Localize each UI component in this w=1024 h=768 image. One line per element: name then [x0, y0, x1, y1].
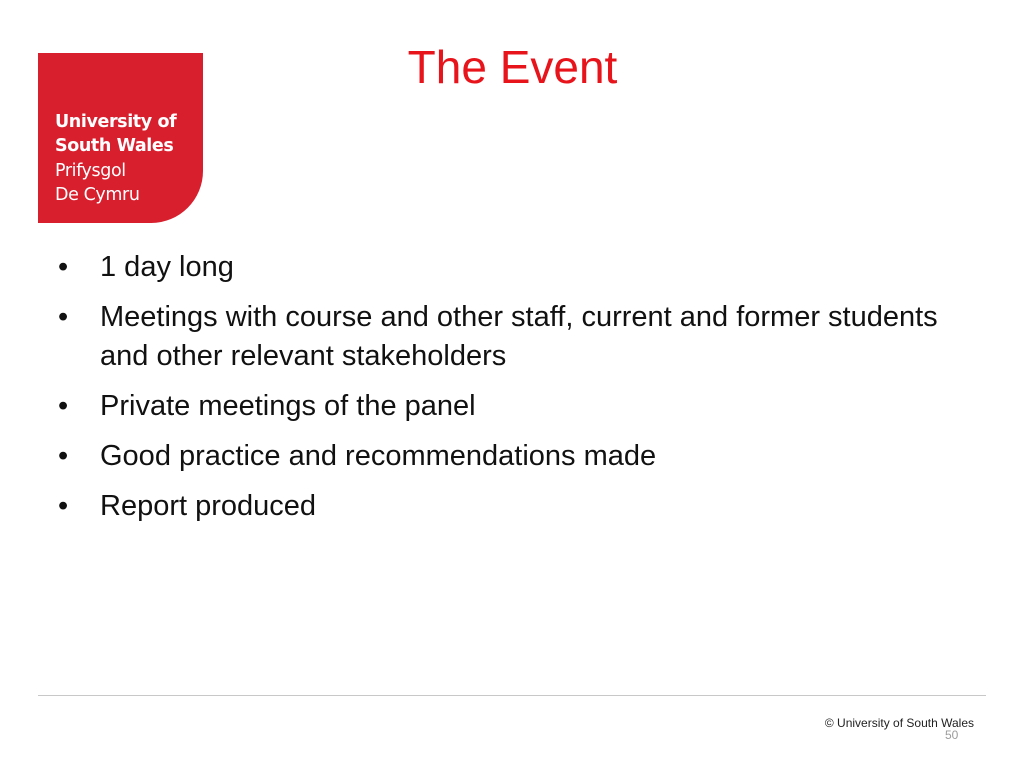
bullet-item: [58, 387, 978, 426]
copyright-notice: © University of South Wales: [824, 716, 974, 730]
slide-title: The Event: [407, 41, 618, 93]
bullet-item: [58, 298, 978, 376]
bullet-item: [58, 487, 978, 526]
bullet-text: Good practice and recommendations made: [100, 440, 657, 472]
logo-line: South Wales: [55, 136, 174, 156]
bullet-icon: •: [58, 440, 69, 472]
logo-line: University of: [55, 112, 177, 132]
bullet-text: Private meetings of the panel: [100, 390, 476, 422]
bullet-text: 1 day long: [100, 251, 234, 283]
bullet-icon: •: [58, 490, 69, 522]
bullet-item: [58, 248, 978, 287]
footer-divider: [38, 695, 986, 696]
page-number: 50: [945, 728, 959, 742]
logo-line: De Cymru: [55, 185, 140, 205]
bullet-text: Meetings with course and other staff, current and former students and other relevant stakeholders: [100, 301, 938, 372]
university-logo: [38, 53, 203, 223]
bullet-text: Report produced: [100, 490, 317, 522]
bullet-icon: •: [58, 390, 69, 422]
bullet-list: [58, 248, 978, 537]
bullet-icon: •: [58, 301, 69, 333]
bullet-item: [58, 437, 978, 476]
logo-line: Prifysgol: [55, 161, 126, 181]
bullet-icon: •: [58, 251, 69, 283]
